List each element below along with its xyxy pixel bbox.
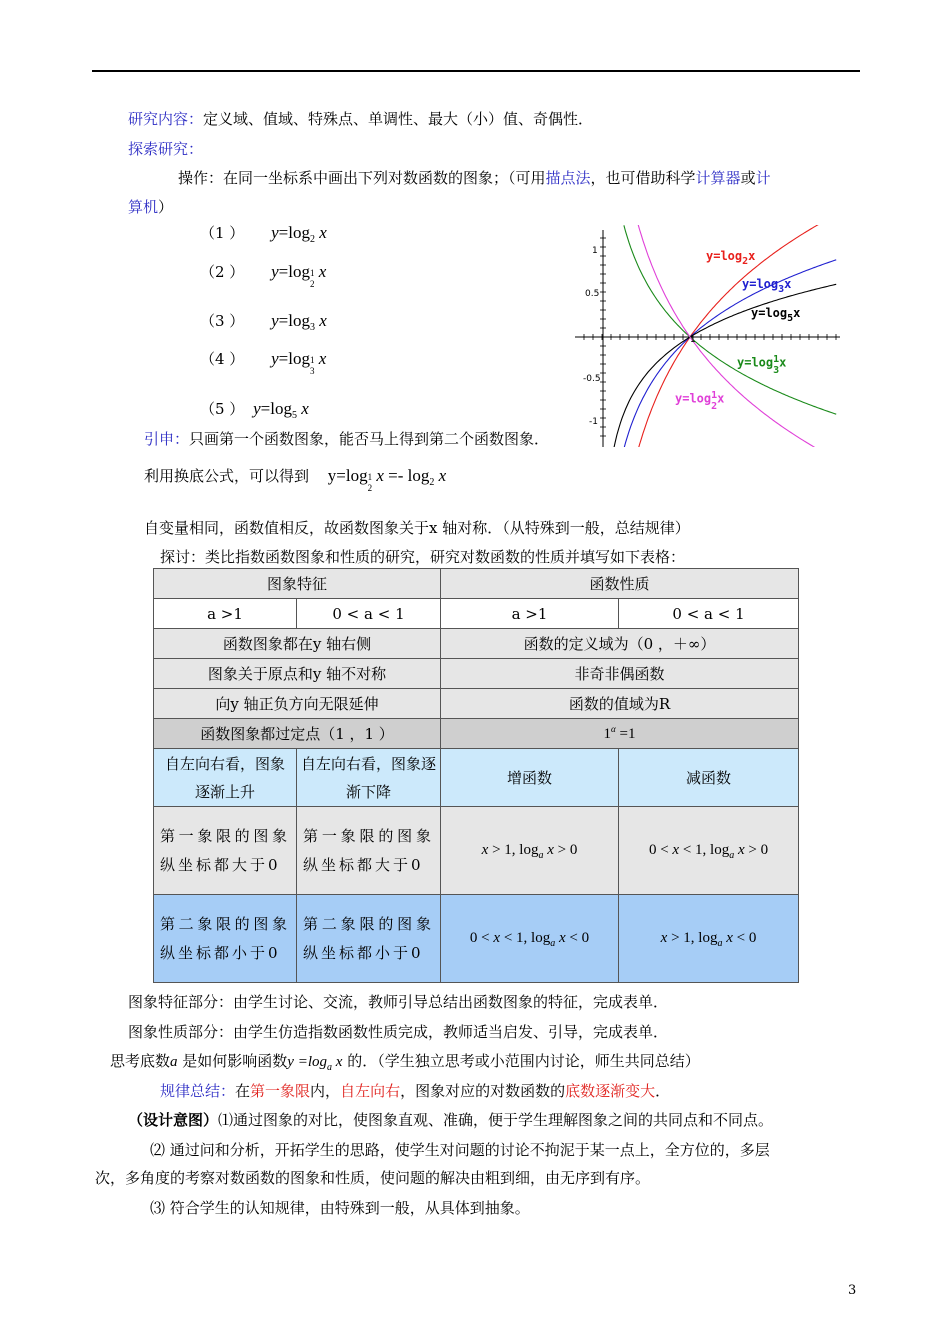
y-tick-0.5: 0.5: [585, 289, 600, 299]
col-a-gt1: a >1: [441, 599, 619, 629]
rule-line: [160, 1080, 670, 1101]
row-symmetry-property: 非奇非偶函数: [441, 659, 799, 689]
rule-base-grows: 底数逐渐变大: [565, 1082, 656, 1100]
summary-feature: 图象特征部分：由学生讨论、交流，教师引导总结出函数图象的特征，完成表单．: [128, 993, 669, 1011]
formula-base: 2: [309, 234, 315, 245]
legend-text: x: [793, 306, 801, 320]
formula-x: x: [318, 349, 327, 368]
formula-eq: =log: [278, 311, 310, 330]
formula-5: [200, 398, 309, 419]
legend-text: x: [784, 277, 792, 291]
operation-line: [178, 167, 771, 188]
legend-frac: [711, 390, 717, 412]
rule-text: 在: [235, 1082, 251, 1100]
properties-table: [153, 568, 799, 983]
q1-property-a2: 0 < x < 1, $\log_a x > 0$: [619, 807, 799, 895]
frac-num: 1: [309, 355, 315, 366]
frac-num: 1: [309, 268, 315, 279]
lead-line: [144, 428, 549, 449]
formula-x: x: [318, 262, 327, 281]
formula-3: [200, 310, 327, 331]
row-range-feature: 向y 轴正负方向无限延伸: [154, 689, 441, 719]
row-symmetry-feature: 图象关于原点和y 轴不对称: [154, 659, 441, 689]
symmetry-line: 自变量相同，函数值相反，故函数图象关于x 轴对称．（从特殊到一般，总结规律）: [144, 519, 690, 537]
design-line-2b: 次，多角度的考察对数函数的图象和性质，使问题的解决由粗到细，由无序到有序。: [95, 1169, 651, 1187]
legend-text: y=log: [751, 306, 788, 320]
header-rule: [92, 70, 860, 72]
mono-property-decreasing: 减函数: [619, 749, 799, 807]
mono-feature-a1: 自左向右看，图象逐渐上升: [154, 749, 297, 807]
legend-text: y=log: [742, 277, 779, 291]
curve-y=log3x: [624, 260, 836, 447]
rule-text: ，图象对应的对数函数的: [400, 1082, 566, 1100]
legend-text: y=log: [706, 249, 743, 263]
legend-text: y=log: [675, 391, 712, 406]
formula-eq: =log: [278, 349, 310, 368]
change-y: y=log: [327, 466, 368, 485]
formula-base-frac: [310, 268, 315, 290]
formula-x: x: [319, 223, 327, 242]
fixed-rest: =1: [615, 726, 636, 742]
formula-base: 3: [309, 322, 315, 333]
row-domain-feature: 函数图象都在y 轴右侧: [154, 629, 441, 659]
rule-label: 规律总结：: [160, 1082, 236, 1100]
lead-text: 只画第一个函数图象，能否马上得到第二个函数图象．: [189, 430, 550, 448]
x-tick-1: 1: [690, 335, 696, 345]
legend-den: 2: [711, 401, 718, 412]
think-text: 思考底数: [110, 1052, 171, 1070]
formula-y: y: [271, 349, 279, 368]
think-fn: y =log: [287, 1054, 327, 1070]
think-line: [110, 1050, 700, 1071]
design-line-1: [128, 1109, 773, 1130]
formula-2: [200, 261, 327, 290]
formula-y: y: [271, 311, 279, 330]
q1-feature-a2: 第一象限的图象纵坐标都大于0: [297, 807, 441, 895]
rule-quadrant: 第一象限: [250, 1082, 311, 1100]
mono-feature-a2: 自左向右看，图象逐渐下降: [297, 749, 441, 807]
legend-sub: 2: [742, 256, 749, 267]
formula-num: （3 ）: [200, 312, 245, 330]
design-text-1: ⑴通过图象的对比，使图象直观、准确，便于学生理解图象之间的共同点和不同点。: [218, 1111, 774, 1129]
mono-property-increasing: 增函数: [441, 749, 619, 807]
formula-num: （1 ）: [200, 224, 245, 242]
plot-method-link[interactable]: 描点法: [545, 169, 591, 187]
formula-num: （4 ）: [200, 350, 245, 368]
legend-text: y=log: [737, 355, 774, 370]
legend-text: x: [748, 249, 756, 263]
frac-num: 1: [367, 472, 373, 483]
q2-property-a2: x > 1, $\log_a x < 0$: [619, 895, 799, 983]
legend-log1-2: [675, 388, 724, 410]
col-a-lt1: 0 < a < 1: [619, 599, 799, 629]
rule-text: ．: [655, 1082, 671, 1100]
rule-left-right: 自左向右: [340, 1082, 401, 1100]
formula-y: y: [253, 399, 261, 418]
legend-sub: 5: [787, 313, 794, 324]
change-base: 2: [429, 477, 435, 488]
frac-den: 2: [309, 279, 315, 290]
row-fixed-point-feature: 函数图象都过定点（1 ，1 ）: [154, 719, 441, 749]
think-fn-x: x: [332, 1054, 343, 1070]
design-line-3: ⑶ 符合学生的认知规律，由特殊到一般，从具体到抽象。: [150, 1199, 530, 1217]
formula-y: y: [271, 223, 279, 242]
formula-4: [200, 348, 327, 377]
q2-property-a1: 0 < x < 1, $\log_a x < 0$: [441, 895, 619, 983]
think-fn-sub: a: [327, 1062, 332, 1073]
q2-feature-a2: 第二象限的图象纵坐标都小于0: [297, 895, 441, 983]
legend-den: 3: [773, 365, 780, 376]
fixed-base: 1: [603, 726, 612, 742]
formula-eq: =log: [278, 223, 310, 242]
operation-text-mid: ，也可借助科学: [590, 169, 696, 187]
computer-link-cont[interactable]: 算机: [128, 198, 159, 216]
page-number: 3: [848, 1283, 857, 1298]
operation-or: 或: [740, 169, 756, 187]
frac-den: 3: [309, 366, 315, 377]
formula-1: [200, 222, 327, 243]
legend-log1-3: [737, 352, 786, 374]
q1-feature-a1: 第一象限的图象纵坐标都大于0: [154, 807, 297, 895]
y-tick-neg0.5: -0.5: [583, 374, 601, 384]
change-base-text: 利用换底公式，可以得到: [144, 467, 310, 485]
fixed-exp: α: [611, 724, 616, 734]
design-line-2: ⑵ 通过问和分析，开拓学生的思路，使学生对问题的讨论不拘泥于某一点上，全方位的，多层: [150, 1141, 770, 1159]
formula-num: （2 ）: [200, 263, 245, 281]
legend-log5: [751, 306, 801, 324]
change-frac: [368, 472, 373, 494]
formula-base-frac: [310, 355, 315, 377]
legend-sub: 3: [778, 284, 785, 295]
rule-text: 内，: [310, 1082, 341, 1100]
y-tick-neg1: -1: [589, 417, 598, 427]
operation-suffix: ）: [158, 198, 174, 216]
research-text: 定义域、值域、特殊点、单调性、最大（小）值、奇偶性．: [203, 110, 594, 128]
q2-feature-a1: 第二象限的图象纵坐标都小于0: [154, 895, 297, 983]
y-tick-1: 1: [592, 246, 598, 256]
change-base-line: [144, 465, 447, 494]
formula-eq: =log: [260, 399, 292, 418]
think-text-post: 的．（学生独立思考或小范围内讨论，师生共同总结）: [342, 1052, 700, 1070]
legend-num: 1: [773, 354, 780, 365]
frac-den: 2: [367, 483, 373, 494]
legend-frac: [773, 354, 779, 376]
operation-line-2: [128, 196, 173, 217]
col-a-gt1: a >1: [154, 599, 297, 629]
lead-label: 引申：: [144, 430, 190, 448]
explore-label: 探索研究：: [128, 140, 204, 158]
legend-num: 1: [711, 390, 718, 401]
calculator-link[interactable]: 计算器: [695, 169, 741, 187]
log-function-chart: [575, 225, 840, 447]
formula-x: x: [301, 399, 309, 418]
q1-property-a1: x > 1, $\log_a x > 0$: [441, 807, 619, 895]
computer-link[interactable]: 计: [755, 169, 771, 187]
legend-text: x: [779, 355, 787, 370]
change-x: x: [376, 466, 384, 485]
row-domain-property: 函数的定义域为（0 ，＋∞）: [441, 629, 799, 659]
legend-log2: [706, 249, 756, 267]
think-a: a: [170, 1054, 178, 1070]
change-x2: x: [438, 466, 447, 485]
research-label: 研究内容：: [128, 110, 204, 128]
discuss-line: 探讨：类比指数函数图象和性质的研究，研究对数函数的性质并填写如下表格：: [160, 548, 686, 566]
row-fixed-point-property: [441, 719, 799, 749]
legend-log3: [742, 277, 792, 295]
formula-y: y: [271, 262, 279, 281]
change-eq: =- log: [388, 466, 430, 485]
operation-text: 操作：在同一坐标系中画出下列对数函数的图象；（可用: [178, 169, 546, 187]
summary-property: 图象性质部分：由学生仿造指数函数性质完成，教师适当启发、引导，完成表单．: [128, 1023, 669, 1041]
row-range-property: 函数的值域为R: [441, 689, 799, 719]
formula-base: 5: [291, 410, 297, 421]
col-a-lt1: 0 < a < 1: [297, 599, 441, 629]
formula-eq: =log: [278, 262, 310, 281]
think-text-mid: 是如何影响函数: [177, 1052, 288, 1070]
header-feature: 图象特征: [154, 569, 441, 599]
formula-x: x: [319, 311, 327, 330]
header-property: 函数性质: [441, 569, 799, 599]
formula-num: （5 ）: [200, 400, 245, 418]
legend-text: x: [717, 391, 725, 406]
research-content-line: [128, 108, 593, 129]
design-label: （设计意图）: [128, 1111, 219, 1129]
